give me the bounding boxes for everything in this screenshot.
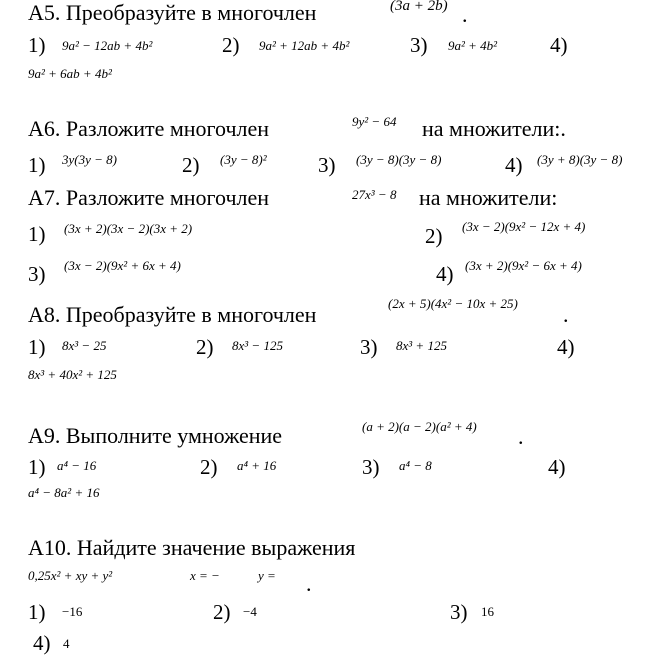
a8-option-1-text[interactable]: 8x³ − 25 <box>62 338 107 353</box>
a7-option-2-number: 2) <box>425 224 443 248</box>
a8-option-4-text[interactable]: 8x³ + 40x² + 125 <box>28 367 117 382</box>
a7-option-4-number: 4) <box>436 262 454 286</box>
a10-option-4-number: 4) <box>33 631 51 655</box>
a6-expression: 9y² − 64 <box>352 114 397 129</box>
a10-tail: . <box>306 571 312 596</box>
a7-expression: 27x³ − 8 <box>352 187 397 202</box>
a7-option-2-text[interactable]: (3x − 2)(9x² − 12x + 4) <box>462 219 586 234</box>
a8-expression: (2x + 5)(4x² − 10x + 25) <box>388 296 518 311</box>
a9-expression: (a + 2)(a − 2)(a² + 4) <box>362 419 477 434</box>
a10-option-1-number: 1) <box>28 600 46 624</box>
a5-option-1-text[interactable]: 9a² − 12ab + 4b² <box>62 38 153 53</box>
a8-option-4-number: 4) <box>557 335 575 359</box>
a5-option-1-number: 1) <box>28 33 46 57</box>
a10-option-3-text[interactable]: 16 <box>481 604 494 619</box>
a7-option-4-text[interactable]: (3x + 2)(9x² − 6x + 4) <box>465 258 582 273</box>
a8-option-1-number: 1) <box>28 335 46 359</box>
a8-option-2-number: 2) <box>196 335 214 359</box>
a9-option-2-text[interactable]: a⁴ + 16 <box>237 458 277 473</box>
a7-option-3-number: 3) <box>28 262 46 286</box>
a8-option-3-text[interactable]: 8x³ + 125 <box>396 338 447 353</box>
a10-expression: 0,25x² + xy + y² <box>28 568 113 583</box>
a5-option-3-text[interactable]: 9a² + 4b² <box>448 38 498 53</box>
a6-question: А6. Разложите многочлен <box>28 116 270 141</box>
a7-option-1-number: 1) <box>28 222 46 246</box>
a6-option-2-text[interactable]: (3y − 8)² <box>220 152 267 167</box>
a5-option-2-number: 2) <box>222 33 240 57</box>
a9-option-4-text[interactable]: a⁴ − 8a² + 16 <box>28 485 100 500</box>
a5-option-3-number: 3) <box>410 33 428 57</box>
a6-option-4-text[interactable]: (3y + 8)(3y − 8) <box>537 152 623 167</box>
a6-option-3-text[interactable]: (3y − 8)(3y − 8) <box>356 152 442 167</box>
a9-option-1-number: 1) <box>28 455 46 479</box>
a5-question: А5. Преобразуйте в многочлен <box>28 0 317 25</box>
a6-option-1-number: 1) <box>28 153 46 177</box>
a5-expression: (3a + 2b) <box>390 0 448 14</box>
a6-option-4-number: 4) <box>505 153 523 177</box>
a10-option-2-number: 2) <box>213 600 231 624</box>
a5-tail: . <box>462 2 468 27</box>
a10-x-label: x = − <box>190 568 220 583</box>
a5-option-4-number: 4) <box>550 33 568 57</box>
a10-option-2-text[interactable]: −4 <box>243 604 257 619</box>
a6-option-2-number: 2) <box>182 153 200 177</box>
a9-option-3-number: 3) <box>362 455 380 479</box>
a7-tail: на множители: <box>419 185 558 210</box>
a9-option-2-number: 2) <box>200 455 218 479</box>
a8-option-3-number: 3) <box>360 335 378 359</box>
a9-question: А9. Выполните умножение <box>28 423 283 448</box>
a10-question: А10. Найдите значение выражения <box>28 535 356 560</box>
a7-option-1-text[interactable]: (3x + 2)(3x − 2)(3x + 2) <box>64 221 193 236</box>
a6-option-3-number: 3) <box>318 153 336 177</box>
a6-tail: на множители:. <box>422 116 566 141</box>
a7-option-3-text[interactable]: (3x − 2)(9x² + 6x + 4) <box>64 258 181 273</box>
a9-option-4-number: 4) <box>548 455 566 479</box>
a10-option-3-number: 3) <box>450 600 468 624</box>
a7-question: А7. Разложите многочлен <box>28 185 270 210</box>
a9-tail: . <box>518 424 524 449</box>
a5-option-2-text[interactable]: 9a² + 12ab + 4b² <box>259 38 350 53</box>
a10-option-4-text[interactable]: 4 <box>63 636 70 651</box>
a8-option-2-text[interactable]: 8x³ − 125 <box>232 338 283 353</box>
a10-y-label: y = <box>258 568 276 583</box>
a9-option-1-text[interactable]: a⁴ − 16 <box>57 458 97 473</box>
a9-option-3-text[interactable]: a⁴ − 8 <box>399 458 432 473</box>
a10-option-1-text[interactable]: −16 <box>62 604 83 619</box>
a5-option-4-text[interactable]: 9a² + 6ab + 4b² <box>28 66 112 81</box>
a8-tail: . <box>563 302 569 327</box>
a6-option-1-text[interactable]: 3y(3y − 8) <box>62 152 117 167</box>
a8-question: А8. Преобразуйте в многочлен <box>28 302 317 327</box>
